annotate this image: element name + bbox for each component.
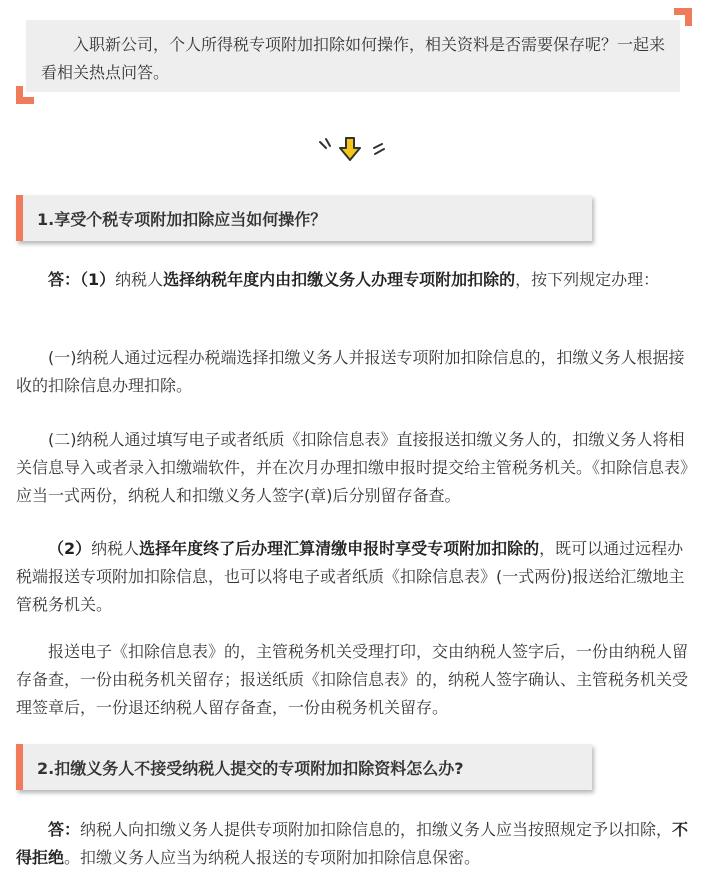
- section-title-2: 2.扣缴义务人不接受纳税人提交的专项附加扣除资料怎么办?: [37, 758, 464, 778]
- section-heading-2: [16, 744, 592, 790]
- intro-box: [26, 20, 680, 92]
- answer-1-paragraph-1: [16, 266, 694, 294]
- heading-accent-bar: [16, 744, 23, 790]
- answer-text: 纳税人: [115, 270, 164, 289]
- answer-1-paragraph-3: (二)纳税人通过填写电子或者纸质《扣除信息表》直接报送扣缴义务人的，扣缴义务人将相关信息导入或者录入扣缴端软件，并在次月办理扣缴申报时提交给主管税务机关。《扣除信息表》应当一式两份，纳税人和扣缴义务人签字(章)后分别留存备查。: [16, 430, 689, 505]
- answer-text: 纳税人向扣缴义务人提供专项附加扣除信息的，扣缴义务人应当按照规定予以扣除，: [80, 820, 673, 839]
- answer-2-paragraph-1: [16, 816, 694, 872]
- section-heading-1: [16, 195, 592, 241]
- corner-bracket-top-right: [674, 8, 692, 26]
- corner-bracket-bottom-left: [16, 86, 34, 104]
- down-arrow-icon: [318, 134, 398, 166]
- answer-1-paragraph-4: [16, 535, 694, 619]
- answer-emphasis: 选择年度终了后办理汇算清缴申报时享受专项附加扣除的: [139, 539, 540, 558]
- answer-label: （2）: [48, 539, 92, 558]
- section-title-1: 1.享受个税专项附加扣除应当如何操作？: [37, 209, 327, 229]
- answer-text: ，既可以通过远程办税端报送专项附加扣除信息，也可以将电子或者纸质《扣除信息表》(一式两份)报送给汇缴地主管税务机关。: [16, 539, 685, 614]
- answer-text: 纳税人: [91, 539, 140, 558]
- answer-label: 答：（1）: [48, 270, 116, 289]
- answer-label: 答：: [48, 820, 81, 839]
- intro-text: 入职新公司，个人所得税专项附加扣除如何操作，相关资料是否需要保存呢？一起来看相关热点问答。: [41, 35, 666, 82]
- answer-text: 。扣缴义务人应当为纳税人报送的专项附加扣除信息保密。: [64, 848, 481, 867]
- answer-emphasis: 不得拒绝: [16, 820, 689, 867]
- answer-1-paragraph-5: 报送电子《扣除信息表》的，主管税务机关受理打印，交由纳税人签字后，一份由纳税人留存备查，一份由税务机关留存；报送纸质《扣除信息表》的，纳税人签字确认、主管税务机关受理签章后，一份退还纳税人留存备查，一份由税务机关留存。: [16, 642, 689, 717]
- answer-1-paragraph-2: (一)纳税人通过远程办税端选择扣缴义务人并报送专项附加扣除信息的，扣缴义务人根据接收的扣除信息办理扣除。: [16, 348, 685, 395]
- answer-text: ，按下列规定办理：: [515, 270, 660, 289]
- answer-emphasis: 选择纳税年度内由扣缴义务人办理专项附加扣除的: [163, 270, 516, 289]
- heading-accent-bar: [16, 195, 23, 241]
